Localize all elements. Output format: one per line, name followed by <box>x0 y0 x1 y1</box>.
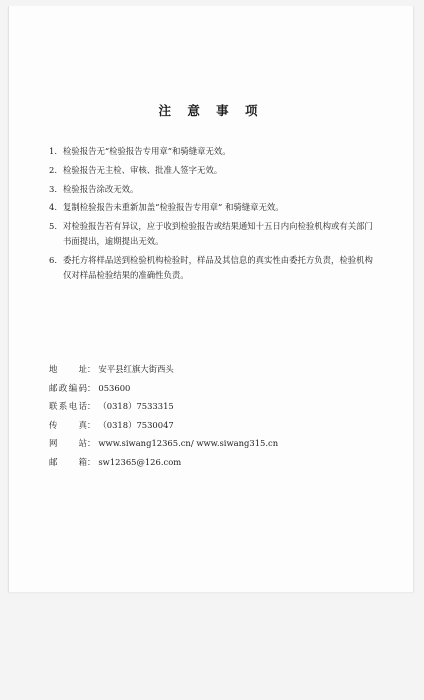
note-number: 2. <box>49 164 57 175</box>
contact-label: 传真 <box>49 419 87 430</box>
colon: ： <box>87 401 96 411</box>
note-text: 对检验报告若有异议，应于收到检验报告或结果通知十五日内向检验机构或有关部门书面提出，逾期提出无效。 <box>63 221 373 246</box>
note-text: 检验报告无主检、审核、批准人签字无效。 <box>63 164 223 175</box>
contact-row-email <box>49 453 349 472</box>
note-item <box>49 182 379 197</box>
contact-value[interactable]: sw12365@126.com <box>98 456 182 467</box>
note-number: 6. <box>49 254 57 265</box>
contact-value: 053600 <box>98 382 131 393</box>
note-number: 1. <box>49 146 57 156</box>
note-text: 复制检验报告未重新加盖“检验报告专用章” 和骑缝章无效。 <box>63 202 284 213</box>
note-item <box>49 200 379 215</box>
contact-row-fax <box>49 416 349 435</box>
contact-label: 联系电话 <box>49 401 87 411</box>
note-text: 检验报告无“检验报告专用章”和骑缝章无效。 <box>63 146 231 156</box>
colon: ： <box>87 438 96 448</box>
colon: ： <box>87 382 96 393</box>
colon: ： <box>87 364 96 374</box>
contact-label: 网站 <box>49 438 87 448</box>
page-title: 注 意 事 项 <box>158 103 264 118</box>
contact-label: 邮箱 <box>49 456 87 467</box>
note-item <box>49 219 379 249</box>
colon: ： <box>87 419 96 430</box>
contact-value[interactable]: www.siwang12365.cn/ www.siwang315.cn <box>98 438 279 448</box>
note-item <box>49 253 379 283</box>
contact-row-postcode <box>49 379 349 398</box>
contact-value: 安平县红旗大街西头 <box>98 364 174 374</box>
note-item <box>49 144 379 159</box>
contact-row-phone <box>49 397 349 416</box>
note-item <box>49 163 379 178</box>
contact-value: （0318）7530047 <box>98 419 174 430</box>
note-number: 4. <box>49 202 57 213</box>
colon: ： <box>87 456 96 467</box>
contact-row-address <box>49 360 349 379</box>
notes-list <box>49 144 379 286</box>
contact-label: 地址 <box>49 364 87 374</box>
contact-row-website <box>49 434 349 453</box>
note-text: 检验报告涂改无效。 <box>63 183 139 194</box>
note-number: 5. <box>49 221 57 232</box>
contact-info <box>49 360 349 471</box>
contact-label: 邮政编码 <box>49 382 87 393</box>
document-page <box>8 6 414 592</box>
note-number: 3. <box>49 183 57 194</box>
note-text: 委托方将样品送到检验机构检验时，样品及其信息的真实性由委托方负责，检验机构仅对样品检验结果的准确性负责。 <box>63 254 373 280</box>
contact-value: （0318）7533315 <box>98 401 174 411</box>
